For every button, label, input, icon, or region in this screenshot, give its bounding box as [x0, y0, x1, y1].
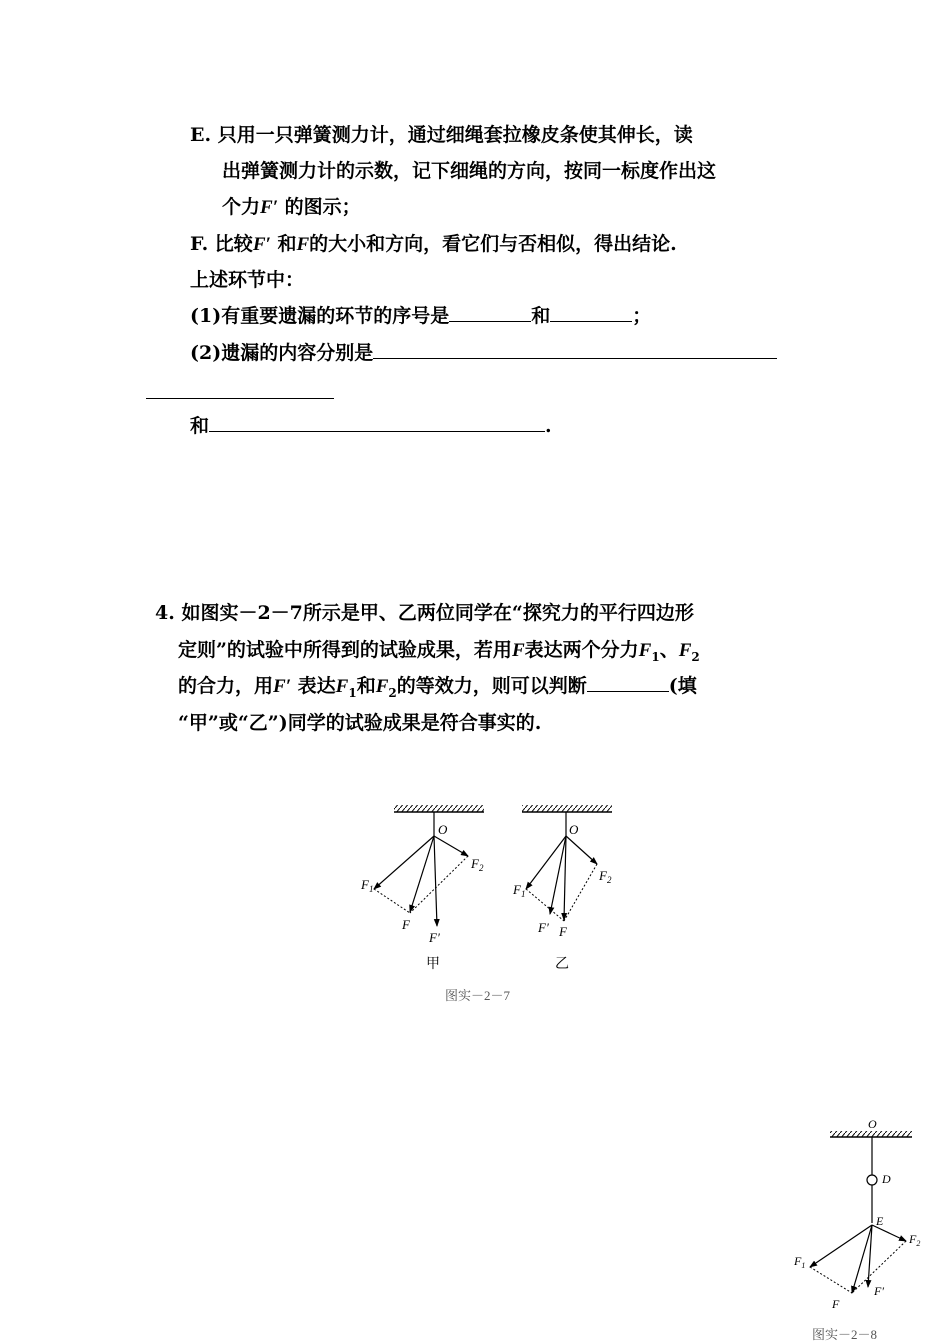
- arrow-f-right: [564, 836, 566, 920]
- arrow-f2-right: [566, 836, 597, 864]
- step-f-line: F. 比较F′ 和F的大小和方向，看它们与否相似，得出结论.: [190, 233, 677, 255]
- intro-text: 上述环节中：: [190, 269, 305, 291]
- blank-4[interactable]: [587, 673, 669, 692]
- label-o-fig28: O: [868, 1117, 877, 1131]
- step-e-line2: 出弹簧测力计的示数，记下细绳的方向，按同一标度作出这: [222, 160, 717, 182]
- arrow-fprime-right: [550, 836, 566, 914]
- label-f1-right: $F_1$: [513, 882, 526, 899]
- problem-4-line1: 4. 如图实－2－7所示是甲、乙两位同学在“探究力的平行四边形: [155, 602, 694, 624]
- label-f1-left: $F_1$: [361, 877, 374, 894]
- arrow-fprime-left: [434, 836, 437, 926]
- figure-2-7-caption: 图实－2－7: [445, 988, 511, 1003]
- blank-2a-continuation[interactable]: [146, 398, 334, 399]
- question-2: (2)遗漏的内容分别是: [190, 340, 777, 366]
- problem-4-line4: “甲”或“乙”)同学的试验成果是符合事实的.: [178, 712, 542, 734]
- blank-1b[interactable]: [550, 303, 632, 322]
- label-f1-fig28: $F_1$: [794, 1254, 806, 1270]
- figure-left-jia: [360, 805, 484, 972]
- question-2-second: 和 .: [190, 415, 552, 437]
- ceiling-left: [394, 805, 484, 812]
- label-jia: 甲: [426, 957, 440, 972]
- label-f2-left: $F_2$: [471, 856, 484, 873]
- blank-2b[interactable]: [209, 413, 545, 432]
- arrow-f1-left: [374, 836, 434, 889]
- blank-1a[interactable]: [449, 303, 531, 322]
- arrow-f1-fig28: [810, 1225, 872, 1267]
- label-fprime-fig28: F′: [874, 1284, 884, 1298]
- ceiling-fig28: [830, 1131, 912, 1137]
- ceiling-right: [522, 805, 612, 812]
- step-e-line3: 个力F′ 的图示；: [222, 196, 361, 218]
- label-f-fig28: F: [832, 1297, 840, 1311]
- label-d: D: [882, 1172, 891, 1186]
- label-f-right: F: [559, 924, 567, 939]
- blank-2a[interactable]: [373, 340, 777, 359]
- step-e-label: E: [190, 124, 205, 146]
- problem-4-line2: 定则”的试验中所得到的试验成果，若用F表达两个分力$F_1$、$F_2$: [178, 639, 700, 664]
- label-fprime-right: F′: [538, 920, 549, 935]
- figure-2-8-caption: 图实－2－8: [812, 1327, 878, 1342]
- label-f-left: F: [402, 917, 410, 932]
- figure-right-yi: [512, 805, 612, 972]
- label-o-right: O: [569, 822, 579, 837]
- ring-d: [867, 1175, 877, 1185]
- arrow-f2-left: [434, 836, 468, 856]
- step-e-line1: E. 只用一只弹簧测力计，通过细绳套拉橡皮条使其伸长，读: [190, 124, 693, 146]
- label-f2-fig28: $F_2$: [909, 1232, 921, 1248]
- label-o-left: O: [438, 822, 448, 837]
- label-f2-right: $F_2$: [599, 868, 612, 885]
- step-f-label: F: [190, 233, 202, 255]
- problem-4-number: 4: [155, 602, 169, 624]
- label-fprime-left: F′: [429, 930, 440, 945]
- figure-2-8: [790, 1115, 940, 1344]
- question-1: (1)有重要遗漏的环节的序号是 和 ；: [190, 305, 652, 327]
- label-e: E: [876, 1214, 884, 1228]
- problem-4-line3: 的合力，用F′ 表达$F_1$和$F_2$的等效力，则可以判断 (填: [178, 675, 697, 700]
- figure-2-7: [340, 796, 620, 1011]
- arrow-f2-fig28: [872, 1225, 906, 1241]
- label-yi: 乙: [555, 957, 569, 972]
